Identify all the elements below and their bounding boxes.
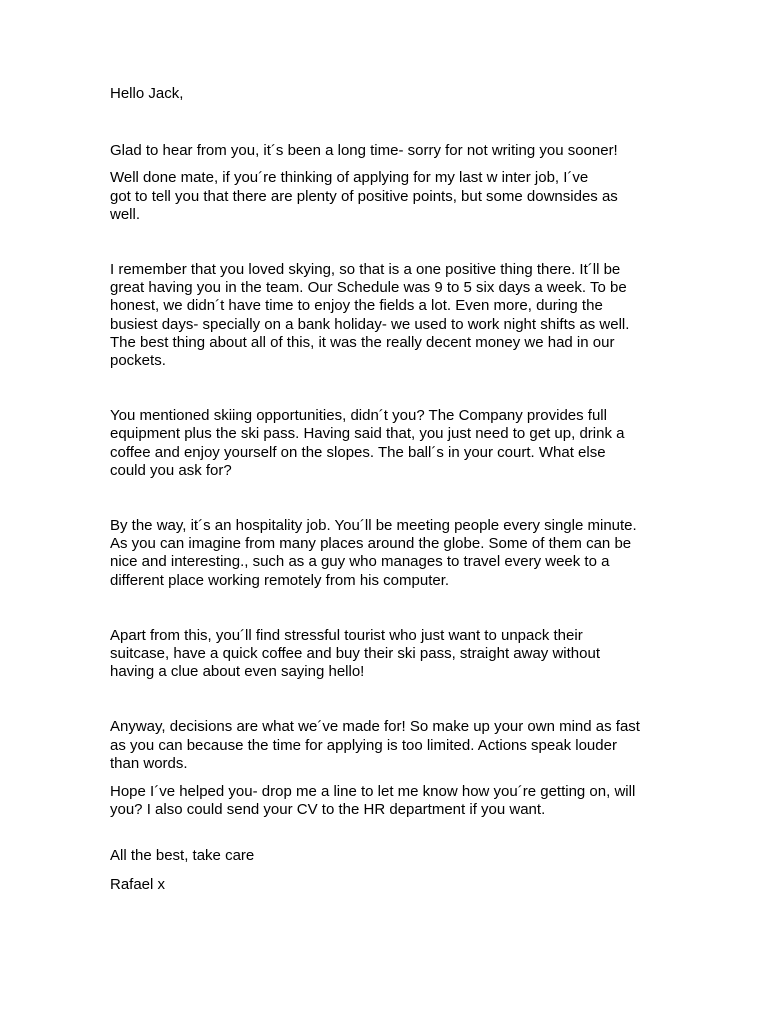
paragraph-skiing: You mentioned skiing opportunities, didn´t you? The Company provides full equipment plus the ski pass. Having said that, you just need to get up, drink a coffee and enjoy yourself on the slopes. The ball´s in your court. What else could you ask for? xyxy=(110,407,625,479)
paragraph-intro: Glad to hear from you, it´s been a long time- sorry for not writing you sooner! xyxy=(110,142,618,160)
letter-greeting: Hello Jack, xyxy=(110,85,184,102)
letter-closing: All the best, take care xyxy=(110,847,255,865)
paragraph-decisions: Anyway, decisions are what we´ve made for! So make up your own mind as fast as you can because the time for applying is too limited. Actions speak louder than words. xyxy=(110,718,640,772)
paragraph-winter-job: Well done mate, if you´re thinking of applying for my last w inter job, I´ve got to tell you that there are plenty of positive points, but some downsides as well. xyxy=(110,169,618,223)
paragraph-tourists: Apart from this, you´ll find stressful tourist who just want to unpack their suitcase, have a quick coffee and buy their ski pass, straight away without having a clue about even saying hello! xyxy=(110,626,600,681)
paragraph-schedule: I remember that you loved skying, so that is a one positive thing there. It´ll be great having you in the team. Our Schedule was 9 to 5 six days a week. To be honest, we didn´t have time to enjoy the fields a lot. Even more, during the busiest days- specially on a bank holiday- we used to work night shifts as well. The best thing about all of this, it was the really decent money we had in our pockets. xyxy=(110,261,630,370)
paragraph-hope: Hope I´ve helped you- drop me a line to let me know how you´re getting on, will you? I also could send your CV to the HR department if you want. xyxy=(110,783,636,819)
letter-signature: Rafael x xyxy=(110,875,166,893)
letter-body xyxy=(110,85,670,894)
paragraph-hospitality: By the way, it´s an hospitality job. You´ll be meeting people every single minute. As you can imagine from many places around the globe. Some of them can be nice and interesting., such as a guy who manages to travel every week to a different place working remotely from his computer. xyxy=(110,517,637,589)
